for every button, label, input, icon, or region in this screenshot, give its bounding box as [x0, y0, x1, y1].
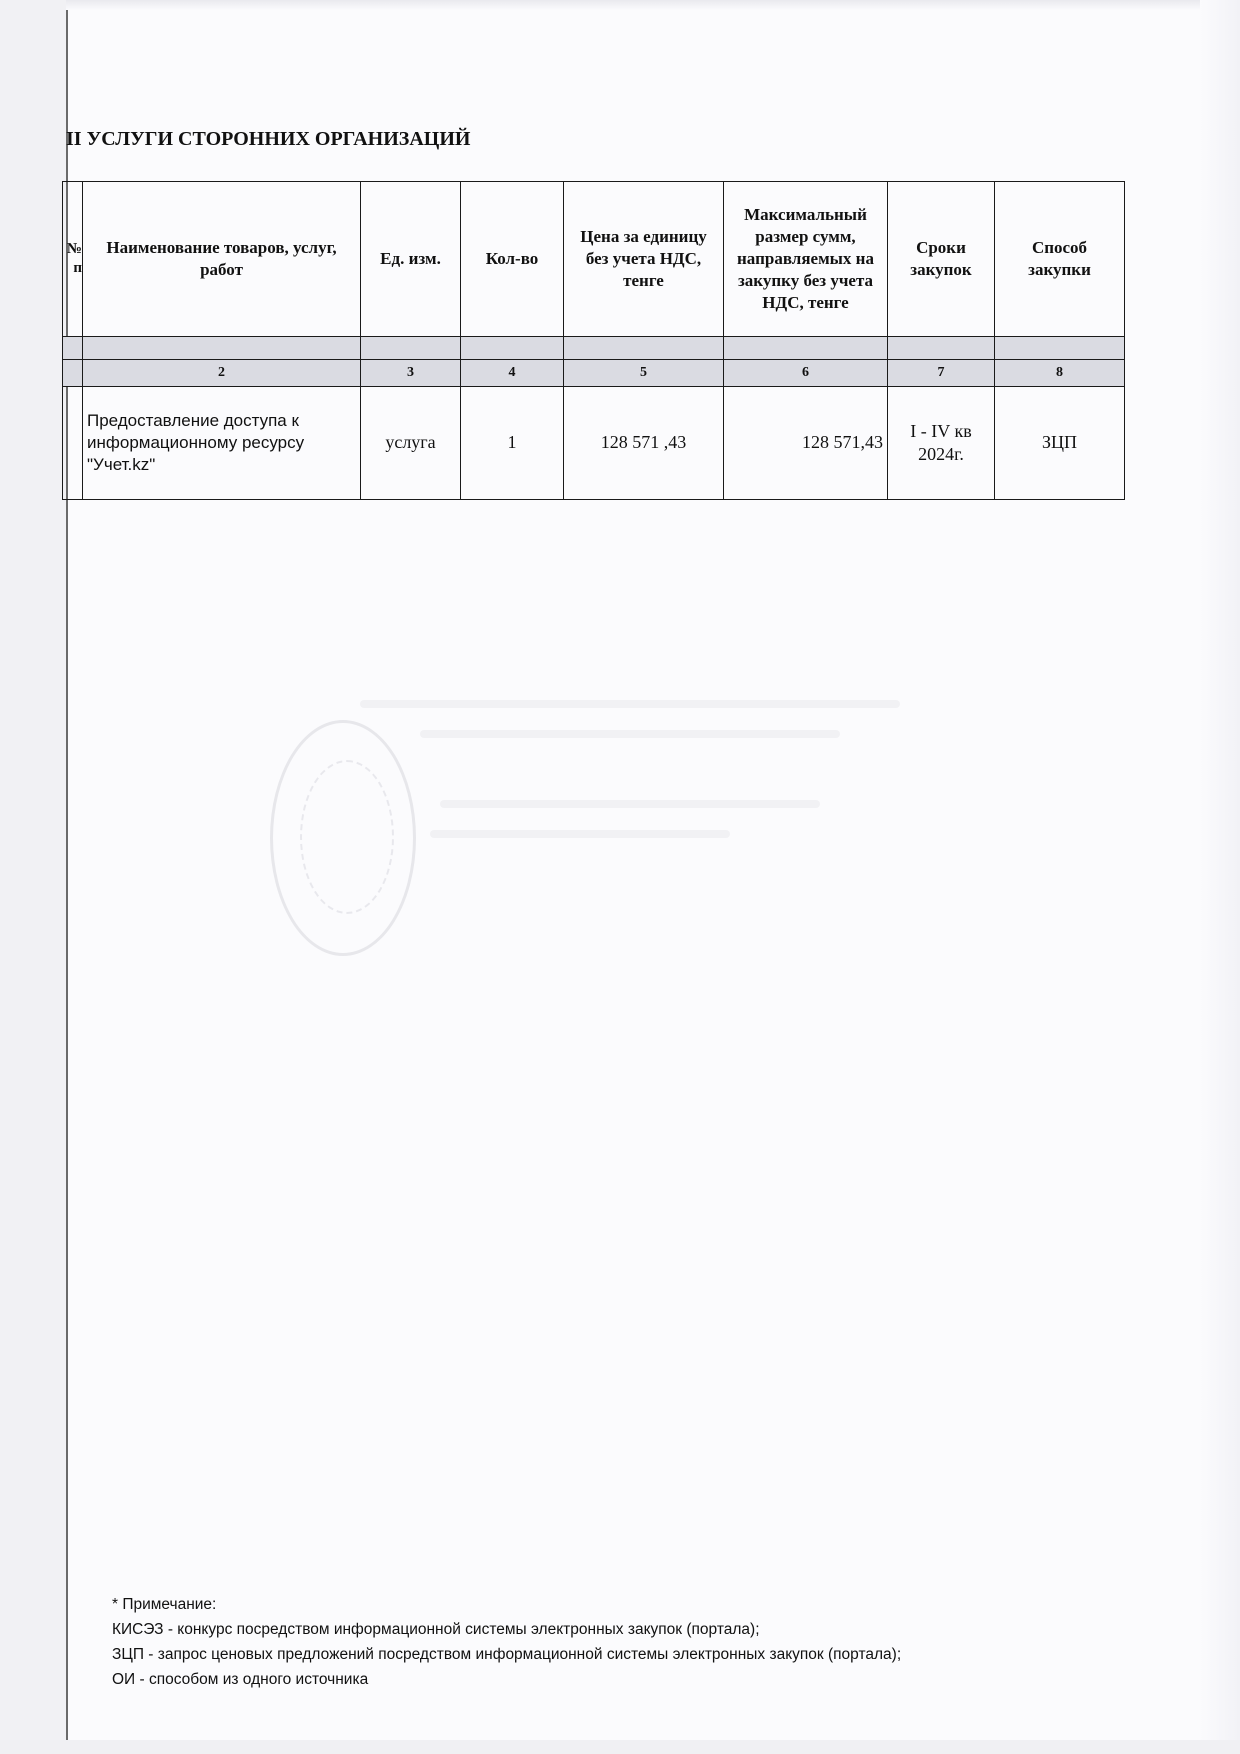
- bleed-through-line: [420, 730, 840, 738]
- column-number: 7: [888, 360, 995, 387]
- cell-name: Предоставление доступа к информационному ресурсу "Учет.kz": [83, 387, 361, 500]
- column-number: 6: [724, 360, 888, 387]
- faded-stamp-inner-ring: [300, 760, 394, 914]
- header-unit: Ед. изм.: [361, 182, 461, 337]
- column-number: 5: [564, 360, 724, 387]
- cell-price: 128 571 ,43: [564, 387, 724, 500]
- column-number: 8: [995, 360, 1125, 387]
- bleed-through-line: [360, 700, 900, 708]
- column-number: [63, 360, 83, 387]
- column-number: 4: [461, 360, 564, 387]
- blank-cell: [724, 337, 888, 360]
- scan-bottom-edge: [0, 1740, 1240, 1754]
- blank-cell: [995, 337, 1125, 360]
- header-period: Сроки закупок: [888, 182, 995, 337]
- blank-row: [63, 337, 1125, 360]
- blank-cell: [564, 337, 724, 360]
- column-number: 2: [83, 360, 361, 387]
- cell-max-sum: 128 571,43: [724, 387, 888, 500]
- scan-left-margin: [0, 0, 68, 1754]
- table-row: [63, 387, 1125, 500]
- header-max-sum: Максимальный размер сумм, направляемых на закупку без учета НДС, тенге: [724, 182, 888, 337]
- blank-cell: [83, 337, 361, 360]
- header-price: Цена за единицу без учета НДС, тенге: [564, 182, 724, 337]
- footnote: [112, 1592, 901, 1692]
- scan-right-edge: [1200, 0, 1240, 1754]
- blank-cell: [888, 337, 995, 360]
- procurement-table: [62, 181, 1125, 500]
- blank-cell: [63, 337, 83, 360]
- footnote-line: ОИ - способом из одного источника: [112, 1671, 369, 1688]
- scan-top-edge: [66, 0, 1240, 10]
- blank-cell: [361, 337, 461, 360]
- column-number-row: [63, 360, 1125, 387]
- cell-method: ЗЦП: [995, 387, 1125, 500]
- header-qty: Кол-во: [461, 182, 564, 337]
- header-name: Наименование товаров, услуг, работ: [83, 182, 361, 337]
- cell-period: I - IV кв 2024г.: [888, 387, 995, 500]
- cell-unit: услуга: [361, 387, 461, 500]
- footnote-line: ЗЦП - запрос ценовых предложений посредством информационной системы электронных закупок (портала);: [112, 1646, 902, 1663]
- header-row: [63, 182, 1125, 337]
- blank-cell: [461, 337, 564, 360]
- bleed-through-line: [440, 800, 820, 808]
- column-number: 3: [361, 360, 461, 387]
- section-title: II УСЛУГИ СТОРОННИХ ОРГАНИЗАЦИЙ: [66, 128, 471, 150]
- header-method: Способ закупки: [995, 182, 1125, 337]
- cell-num: [63, 387, 83, 500]
- footnote-line: КИСЭЗ - конкурс посредством информационной системы электронных закупок (портала);: [112, 1621, 760, 1638]
- header-num: № п: [63, 182, 83, 337]
- bleed-through-line: [430, 830, 730, 838]
- footnote-heading: * Примечание:: [112, 1596, 217, 1613]
- cell-qty: 1: [461, 387, 564, 500]
